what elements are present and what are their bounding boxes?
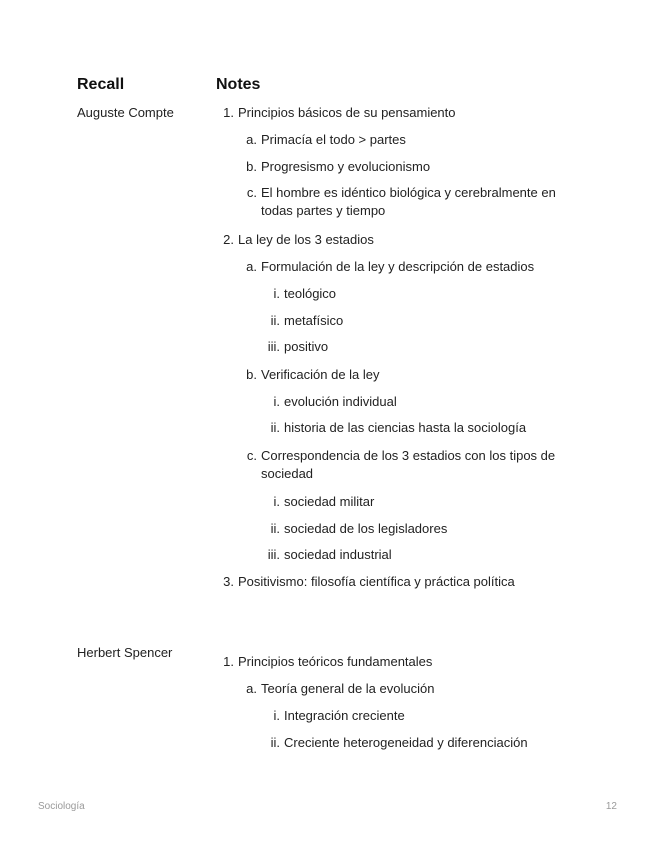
outline-item-text: sociedad militar [284,494,375,509]
outline-item-number: b. [246,367,257,382]
outline-item-text: sociedad de los legisladores [284,521,448,536]
outline-item-level-2 [222,258,582,276]
outline-item-text: Primacía el todo > partes [261,132,406,147]
outline-item-level-1 [222,573,582,591]
outline-item-level-3 [222,419,582,437]
outline-item-text: Teoría general de la evolución [261,681,435,696]
outline-item-level-3 [222,493,582,511]
recall-topic-auguste-compte: Auguste Compte [77,105,174,120]
footer-page-number: 12 [605,801,617,812]
outline-item-text: Principios básicos de su pensamiento [238,105,456,120]
outline-item-text: positivo [284,339,329,354]
outline-item-level-2 [222,447,582,483]
outline-item-level-2 [222,158,582,176]
outline-item-number: 2. [223,232,234,247]
outline-item-level-2 [222,131,582,149]
outline-item-number: iii. [267,339,280,354]
outline-item-number: a. [246,681,257,696]
outline-item-text: Verificación de la ley [261,367,380,382]
outline-item-number: 3. [223,574,234,589]
outline-item-level-3 [222,285,582,303]
outline-item-level-1 [222,231,582,249]
outline-item-text: Positivismo: filosofía científica y práctica política [238,574,515,589]
outline-item-number: ii. [270,521,280,536]
outline-item-level-3 [222,393,582,411]
outline-item-text: Principios teóricos fundamentales [238,654,433,669]
outline-item-text: El hombre es idéntico biológica y cerebralmente en todas partes y tiempo [261,185,556,218]
recall-column-header: Recall [77,76,125,93]
outline-item-level-1 [222,104,582,122]
outline-item-number: 1. [223,654,234,669]
outline-item-number: c. [246,448,257,463]
outline-item-number: iii. [267,547,280,562]
outline-item-number: i. [273,394,280,409]
outline-item-number: i. [273,286,280,301]
outline-item-text: metafísico [284,313,344,328]
outline-item-level-3 [222,338,582,356]
outline-item-number: a. [246,132,257,147]
outline-item-level-2 [222,366,582,384]
outline-item-number: b. [246,159,257,174]
outline-item-number: 1. [223,105,234,120]
outline-item-level-2 [222,184,582,220]
outline-item-number: ii. [270,735,280,750]
outline-item-text: Creciente heterogeneidad y diferenciación [284,735,528,750]
outline-item-text: teológico [284,286,337,301]
outline-item-level-1 [222,653,582,671]
outline-item-text: Integración creciente [284,708,405,723]
outline-item-text: La ley de los 3 estadios [238,232,374,247]
outline-item-level-3 [222,707,582,725]
outline-item-text: Correspondencia de los 3 estadios con los tipos de sociedad [261,448,556,481]
notes-column-header: Notes [216,76,261,93]
outline-item-text: Formulación de la ley y descripción de estadios [261,259,535,274]
outline-item-number: ii. [270,313,280,328]
outline-item-level-2 [222,680,582,698]
outline-item-text: sociedad industrial [284,547,392,562]
outline-item-number: i. [273,708,280,723]
outline-item-level-3 [222,520,582,538]
outline-item-text: evolución individual [284,394,397,409]
outline-item-level-3 [222,734,582,752]
outline-item-level-3 [222,546,582,564]
outline-item-text: historia de las ciencias hasta la sociología [284,420,527,435]
outline-item-number: ii. [270,420,280,435]
outline-item-number: c. [246,185,257,200]
outline-item-text: Progresismo y evolucionismo [261,159,431,174]
outline-item-number: a. [246,259,257,274]
footer-subject: Sociología [38,801,85,812]
outline-item-number: i. [273,494,280,509]
recall-topic-herbert-spencer: Herbert Spencer [77,645,173,660]
outline-item-level-3 [222,312,582,330]
